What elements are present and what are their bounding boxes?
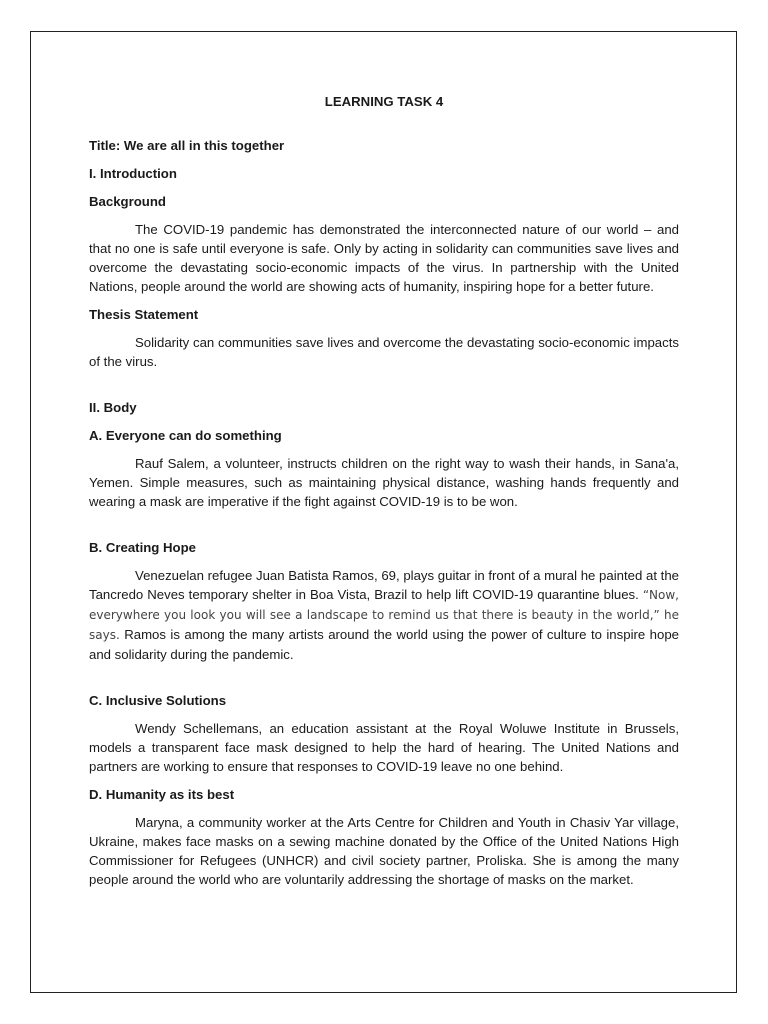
section-d-heading: D. Humanity as its best <box>89 787 235 802</box>
section-b-quote: “Now, everywhere you look you will see a landscape to remind us that there is beauty in the world,” he says. <box>89 588 679 642</box>
introduction-heading: I. Introduction <box>89 166 177 181</box>
section-b-text-start: Venezuelan refugee Juan Batista Ramos, 69, plays guitar in front of a mural he painted at the Tancredo Neves temporary shelter in Boa Vista, Brazil to help lift COVID-19 quarantine blues. <box>89 568 679 602</box>
section-b-text-end: Ramos is among the many artists around the world using the power of culture to inspire hope and solidarity during the pandemic. <box>89 627 679 662</box>
section-c-heading: C. Inclusive Solutions <box>89 693 227 708</box>
document-body <box>89 92 679 898</box>
thesis-heading: Thesis Statement <box>89 307 199 322</box>
body-heading: II. Body <box>89 400 137 415</box>
background-heading: Background <box>89 194 166 209</box>
section-b-paragraph <box>89 566 679 664</box>
section-d-paragraph: Maryna, a community worker at the Arts Centre for Children and Youth in Chasiv Yar village, Ukraine, makes face masks on a sewing machine donated by the Office of the United Nations High Commissioner for Refugees (UNHCR) and civil society partner, Proliska. She is among the many people around the world who are voluntarily addressing the shortage of masks on the market. <box>89 815 679 887</box>
section-b-heading: B. Creating Hope <box>89 540 196 555</box>
thesis-paragraph: Solidarity can communities save lives and overcome the devastating socio-economic impacts of the virus. <box>89 335 679 369</box>
document-title: Title: We are all in this together <box>89 138 285 153</box>
section-c-paragraph: Wendy Schellemans, an education assistant at the Royal Woluwe Institute in Brussels, models a transparent face mask designed to help the hard of hearing. The United Nations and partners are working to ensure that responses to COVID-19 leave no one behind. <box>89 721 679 774</box>
task-title: LEARNING TASK 4 <box>324 94 444 109</box>
background-paragraph: The COVID-19 pandemic has demonstrated the interconnected nature of our world – and that no one is safe until everyone is safe. Only by acting in solidarity can communities save lives and overcome the devastating socio-economic impacts of the virus. In partnership with the United Nations, people around the world are showing acts of humanity, inspiring hope for a better future. <box>89 222 679 294</box>
section-a-heading: A. Everyone can do something <box>89 428 282 443</box>
section-a-paragraph: Rauf Salem, a volunteer, instructs children on the right way to wash their hands, in Sana'a, Yemen. Simple measures, such as maintaining physical distance, washing hands frequently and wearing a mask are imperative if the fight against COVID-19 is to be won. <box>89 456 679 509</box>
